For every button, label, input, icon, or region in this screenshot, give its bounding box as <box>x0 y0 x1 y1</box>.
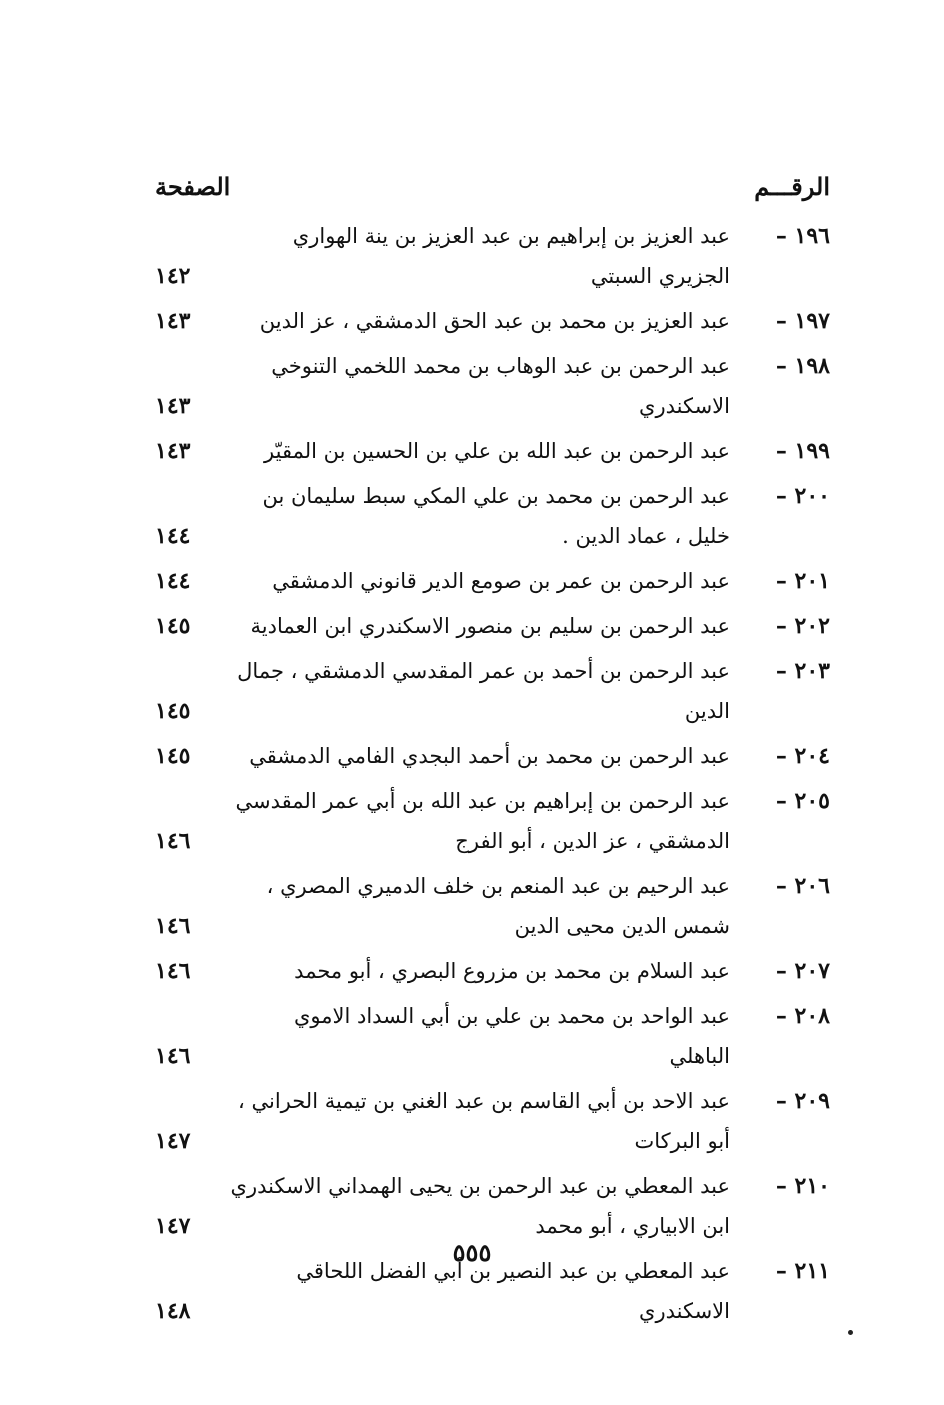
index-entry <box>155 1081 830 1161</box>
entry-page: ١٤٨ <box>155 1298 191 1324</box>
scan-speck <box>848 1330 853 1335</box>
entry-name: عبد الرحمن بن أحمد بن عمر المقدسي الدمشقي ، جمال الدين <box>237 659 730 723</box>
entry-page: ١٤٣ <box>155 308 191 334</box>
entry-number: ٢٠٩ – <box>775 1088 830 1114</box>
entry-number: ٢٠٦ – <box>775 873 830 899</box>
index-entries <box>155 216 830 1336</box>
entry-name: عبد السلام بن محمد بن مزروع البصري ، أبو محمد <box>294 959 730 983</box>
entry-name: عبد العزيز بن إبراهيم بن عبد العزيز بن ينة الهواري الجزيري السبتي <box>292 224 730 288</box>
entry-number: ٢٠٢ – <box>775 613 830 639</box>
entry-number: ٢١١ – <box>775 1258 830 1284</box>
entry-name: عبد الرحمن بن محمد بن علي المكي سبط سليمان بن خليل ، عماد الدين . <box>262 484 730 548</box>
entry-page: ١٤٧ <box>155 1128 191 1154</box>
index-entry <box>155 1166 830 1246</box>
index-entry <box>155 866 830 946</box>
entry-page: ١٤٥ <box>155 613 191 639</box>
index-entry <box>155 561 830 601</box>
entry-page: ١٤٢ <box>155 263 191 289</box>
index-entry <box>155 216 830 296</box>
index-entry <box>155 736 830 776</box>
entry-number: ٢٠٥ – <box>775 788 830 814</box>
entry-name: عبد الرحمن بن محمد بن أحمد البجدي الفامي الدمشقي <box>249 744 730 768</box>
entry-page: ١٤٤ <box>155 523 191 549</box>
entry-number: ١٩٧ – <box>775 308 830 334</box>
entry-name: عبد الرحمن بن إبراهيم بن عبد الله بن أبي عمر المقدسي الدمشقي ، عز الدين ، أبو الفرج <box>235 789 730 853</box>
entry-page: ١٤٧ <box>155 1213 191 1239</box>
entry-page: ١٤٣ <box>155 438 191 464</box>
page-column-heading: الصفحة <box>155 172 231 201</box>
index-entry <box>155 996 830 1076</box>
index-entry <box>155 301 830 341</box>
entry-name: عبد المعطي بن عبد الرحمن بن يحيى الهمداني الاسكندري ابن الابياري ، أبو محمد <box>230 1174 730 1238</box>
entry-number: ٢٠١ – <box>775 568 830 594</box>
entry-page: ١٤٣ <box>155 393 191 419</box>
index-entry <box>155 346 830 426</box>
index-entry <box>155 606 830 646</box>
entry-number: ٢٠٨ – <box>775 1003 830 1029</box>
entry-name: عبد الاحد بن أبي القاسم بن عبد الغني بن تيمية الحراني ، أبو البركات <box>238 1089 730 1153</box>
entry-page: ١٤٥ <box>155 698 191 724</box>
index-entry <box>155 476 830 556</box>
entry-page: ١٤٦ <box>155 958 191 984</box>
index-entry <box>155 651 830 731</box>
entry-name: عبد العزيز بن محمد بن عبد الحق الدمشقي ، عز الدين <box>259 309 730 333</box>
entry-number: ١٩٦ – <box>775 223 830 249</box>
entry-name: عبد الرحمن بن عمر بن صومع الدير قانوني الدمشقي <box>272 569 730 593</box>
entry-number: ١٩٨ – <box>775 353 830 379</box>
entry-page: ١٤٤ <box>155 568 191 594</box>
column-header <box>155 172 830 212</box>
entry-number: ١٩٩ – <box>775 438 830 464</box>
index-entry <box>155 431 830 471</box>
entry-name: عبد الرحمن بن عبد الله بن علي بن الحسين بن المقيّر <box>264 439 730 463</box>
entry-page: ١٤٦ <box>155 1043 191 1069</box>
entry-number: ٢١٠ – <box>775 1173 830 1199</box>
entry-number: ٢٠٤ – <box>775 743 830 769</box>
entry-page: ١٤٦ <box>155 913 191 939</box>
index-entry <box>155 781 830 861</box>
entry-name: عبد المعطي بن عبد النصير بن أبي الفضل اللحاقي الاسكندري <box>296 1259 730 1323</box>
entry-page: ١٤٦ <box>155 828 191 854</box>
number-column-heading: الرقـــم <box>754 172 830 201</box>
entry-number: ٢٠٠ – <box>775 483 830 509</box>
entry-number: ٢٠٣ – <box>775 658 830 684</box>
entry-page: ١٤٥ <box>155 743 191 769</box>
entry-name: عبد الرحيم بن عبد المنعم بن خلف الدميري المصري ، شمس الدين محيى الدين <box>266 874 730 938</box>
index-entry <box>155 951 830 991</box>
entry-number: ٢٠٧ – <box>775 958 830 984</box>
entry-name: عبد الواحد بن محمد بن علي بن أبي السداد الاموي الباهلي <box>293 1004 730 1068</box>
entry-name: عبد الرحمن بن سليم بن منصور الاسكندري ابن العمادية <box>250 614 730 638</box>
page-number: ٥٥٥ <box>452 1238 492 1267</box>
entry-name: عبد الرحمن بن عبد الوهاب بن محمد اللخمي التنوخي الاسكندري <box>271 354 730 418</box>
